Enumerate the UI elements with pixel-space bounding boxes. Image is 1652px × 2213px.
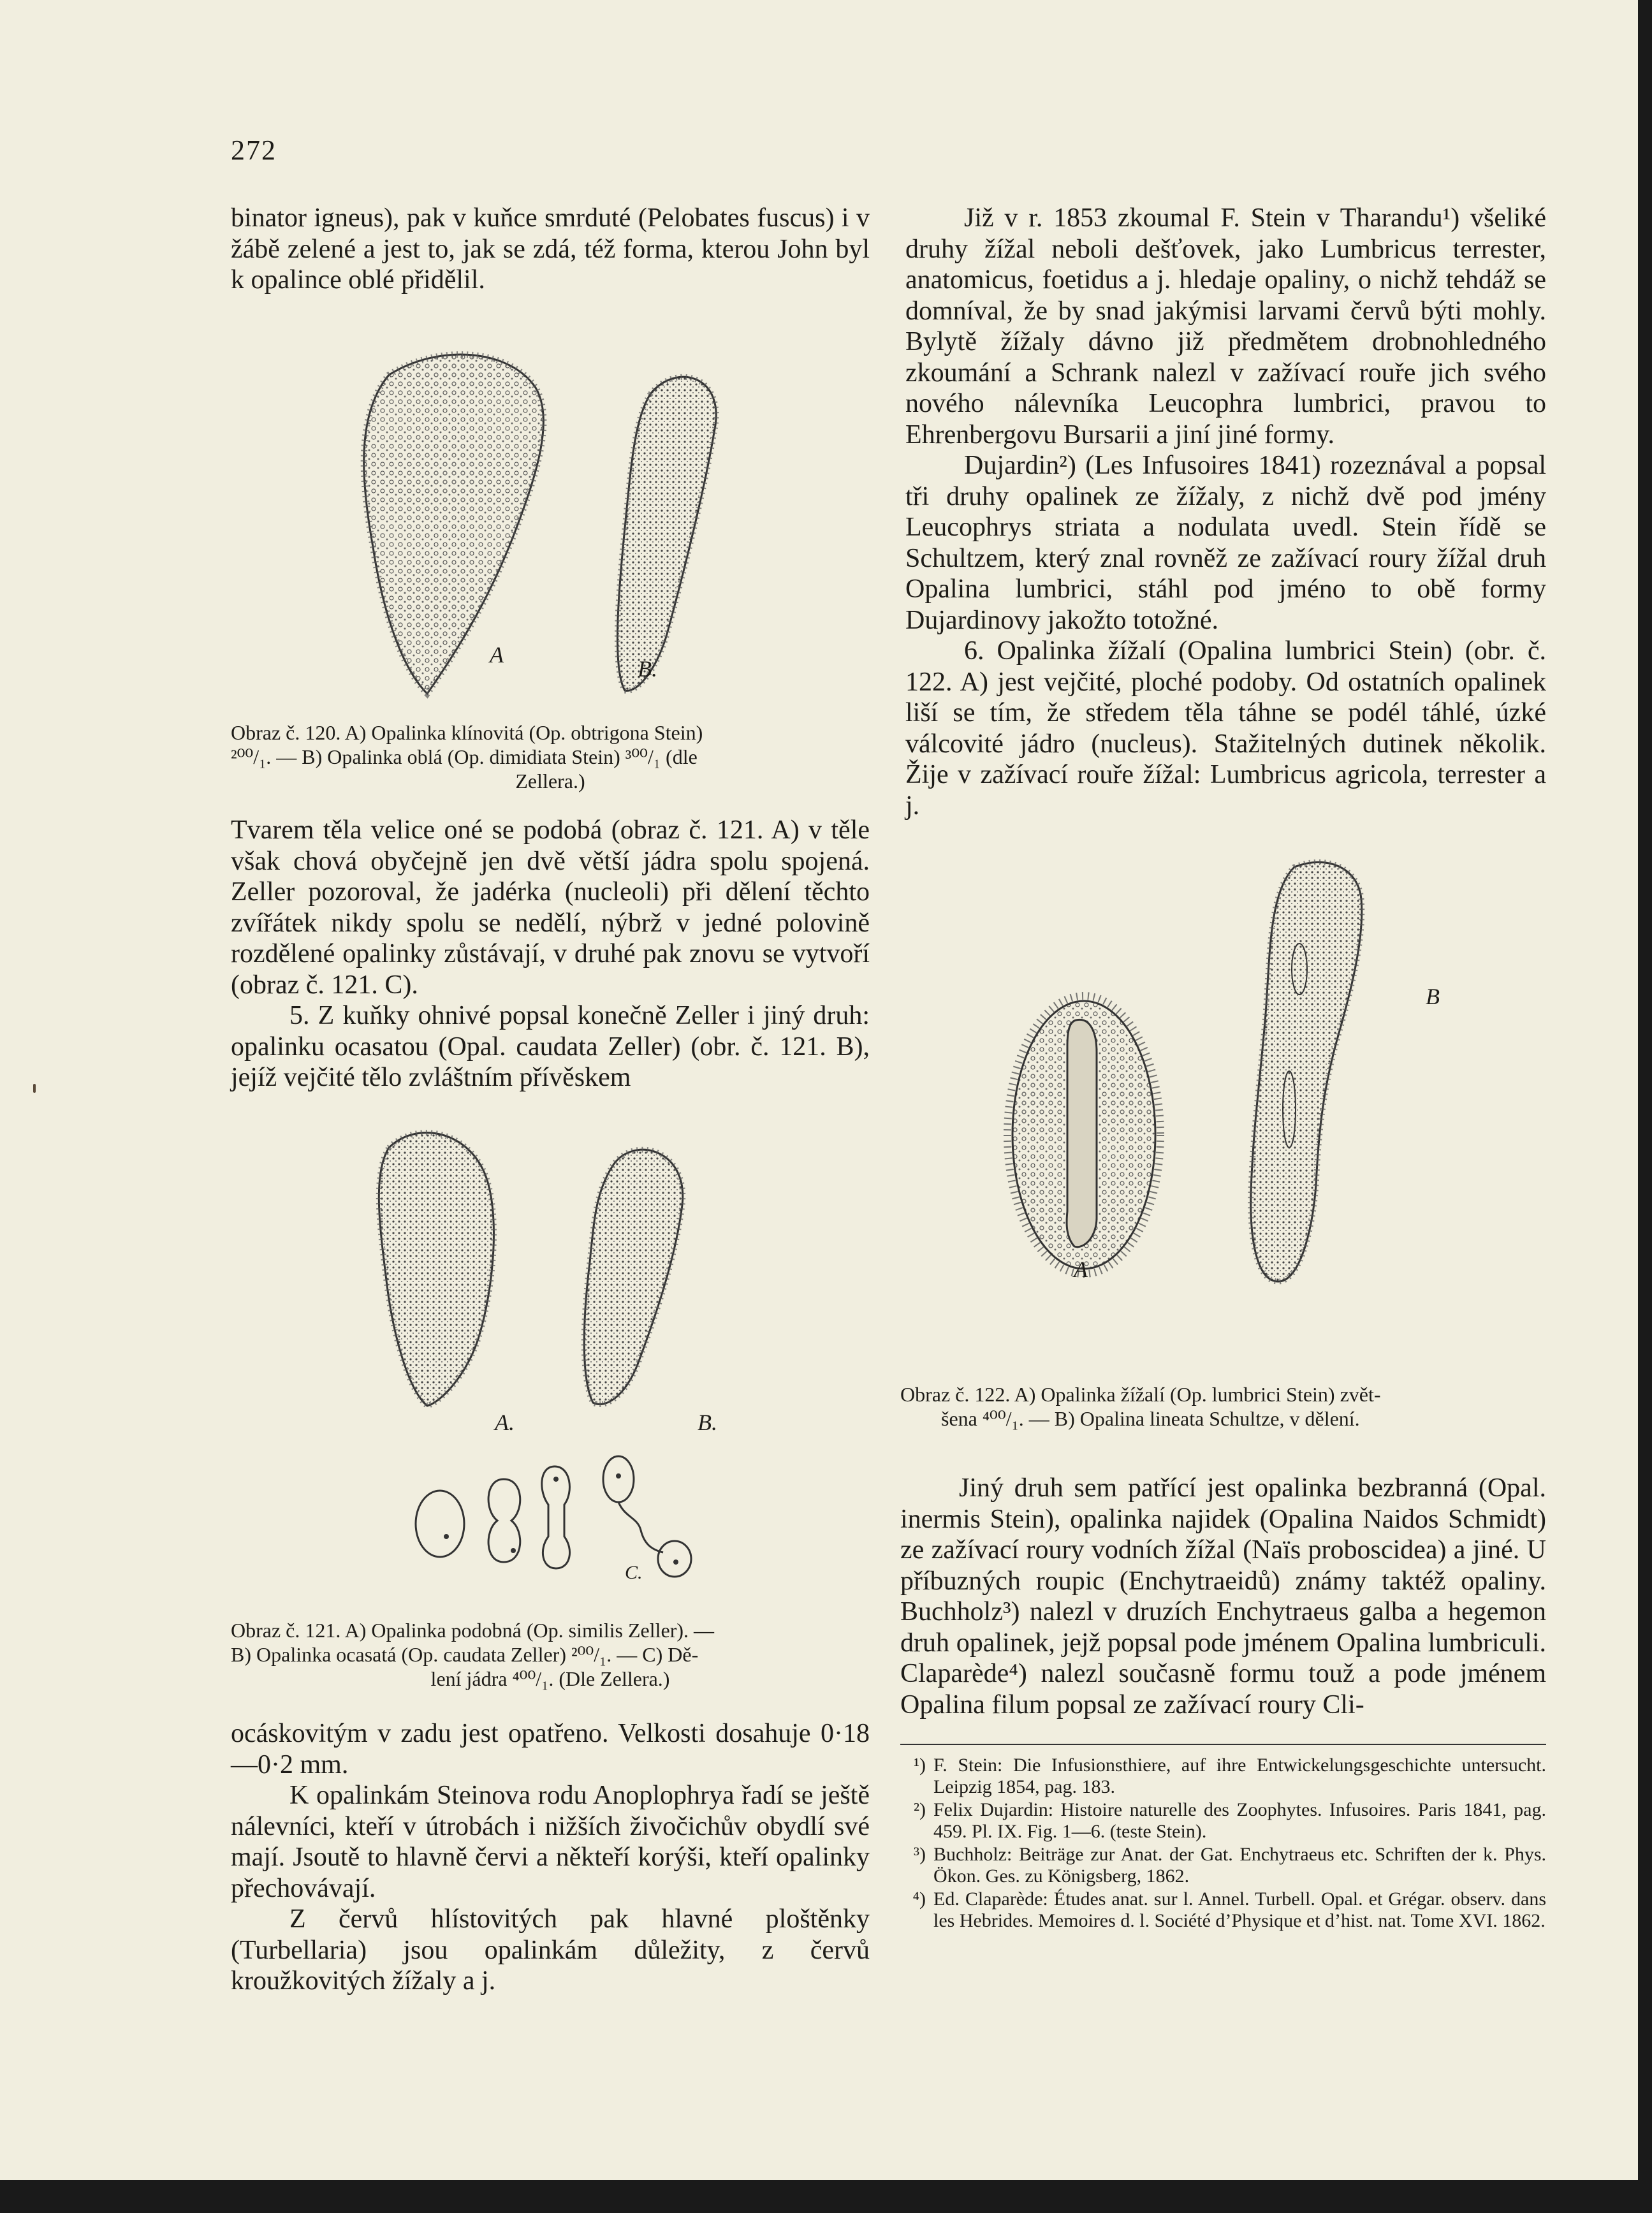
figure-120-caption [231, 720, 870, 793]
left-paragraph-3: 5. Z kuňky ohnivé popsal konečně Zeller i jiný druh: opalinku ocasatou (Opal. caudata Zeller) (obr. č. 121. B), jejíž vejčité tělo zvláštním přívěskem [231, 1001, 870, 1092]
figure-122-label-b: B [1426, 984, 1440, 1009]
footnote-divider [900, 1744, 1546, 1745]
footnote-1 [900, 1755, 1546, 1798]
right-paragraph-2: Dujardin²) (Les Infusoires 1841) rozeznával a popsal tři druhy opalinek ze žížaly, z nichž dvě pod jmény Leucophrys striata a nodulata uvedl. Stein řídě se Schultzem, který znal rovněž ze zažívací roury žížal druh Opalina lumbrici, stáhl pod jméno to obě formy Dujardinovy jakožto totožné. [905, 451, 1546, 635]
left-column-top [231, 203, 870, 296]
figure-122-caption [900, 1382, 1546, 1431]
footnote-1-text: F. Stein: Die Infusionsthiere, auf ihre Entwickelungsgeschichte untersucht. Leipzig 1854, pag. 183. [933, 1755, 1546, 1797]
footnote-2 [900, 1799, 1546, 1843]
left-column-middle [231, 815, 870, 1093]
footnote-4-mark: ⁴) [912, 1888, 926, 1910]
footnote-1-mark: ¹) [914, 1755, 926, 1776]
left-paragraph-2: Tvarem těla velice oné se podobá (obraz č. 121. A) v těle však chová obyčejně jen dvě větší jádra spolu spojená. Zeller pozoroval, že jadérka (nucleoli) při dělení těchto zvířátek nikdy spolu se nedělí, nýbrž v jedné polovině rozdělené opalinky zůstávají, v druhé pak znovu se vytvoří (obraz č. 121. C). [231, 815, 870, 1000]
page-edge-bottom [0, 2180, 1652, 2213]
left-column-bottom [231, 1718, 870, 1997]
left-paragraph-6: Z červů hlístovitých pak hlavné ploštěnky (Turbellaria) jsou opalinkám důležity, z červů kroužkovitých žížaly a j. [231, 1904, 870, 1996]
left-paragraph-4: ocáskovitým v zadu jest opatřeno. Velkosti dosahuje 0·18—0·2 mm. [231, 1719, 870, 1779]
figure-122-drawing [995, 842, 1454, 1301]
footnote-3 [900, 1844, 1546, 1887]
figure-120 [344, 337, 752, 713]
figure-121-caption [231, 1618, 870, 1691]
figure-121-caption-line-1: Obraz č. 121. A) Opalinka podobná (Op. similis Zeller). — [231, 1619, 715, 1642]
figure-121-drawing [357, 1122, 752, 1594]
footnote-4-text: Ed. Claparède: Études anat. sur l. Annel. Turbell. Opal. et Grégar. observ. dans les Hebrides. Memoires d. l. Société d’Physique et d’hist. nat. Tome XVI. 1862. [933, 1888, 1546, 1931]
left-paragraph-1: binator igneus), pak v kuňce smrduté (Pelobates fuscus) i v žábě zelené a jest to, jak se zdá, též forma, kterou John byl k opalince oblé přidělil. [231, 203, 870, 295]
right-paragraph-3: 6. Opalinka žížalí (Opalina lumbrici Stein) (obr. č. 122. A) jest vejčité, ploché podoby. Od ostatních opalinek liší se tím, že středem těla táhne se podél táhlé, úzké válcovité jádro (nucleus). Stažitelných dutinek několik. Žije v zažívací rouře žížal: Lumbricus agricola, terrester a j. [905, 636, 1546, 821]
figure-121-caption-line-2: B) Opalinka ocasatá (Op. caudata Zeller) ²⁰⁰/₁. — C) Dě- [231, 1643, 699, 1666]
page-edge-right [1638, 0, 1652, 2213]
figure-122-label-a: A [1074, 1257, 1088, 1282]
figure-121-label-b: B. [698, 1410, 717, 1435]
left-paragraph-5: K opalinkám Steinova rodu Anoplophrya řadí se ještě nálevníci, kteří v útrobách i nižších živočichův obydlí své mají. Jsoutě to hlavně červi a někteří korýši, kteří opalinky přechovávají. [231, 1781, 870, 1903]
right-paragraph-1: Již v r. 1853 zkoumal F. Stein v Tharandu¹) všeliké druhy žížal neboli dešťovek, jako Lumbricus terrester, anatomicus, foetidus a j. hledaje opaliny, o nichž tehdáž se domníval, že by snad jakýmisi larvami červů býti mohly. Bylytě žížaly dávno již předmětem drobnohledného zkoumání a Schrank nalezl v zažívací rouře jich svého nového nálevníka Leucophra lumbrici, pravou to Ehrenbergovu Bursarii a jiní jiné formy. [905, 203, 1546, 449]
figure-121-label-a: A. [495, 1410, 515, 1435]
ink-mark [33, 1084, 36, 1093]
figure-120-drawing [344, 337, 752, 713]
figure-120-label-b: B. [638, 656, 657, 682]
footnote-3-mark: ³) [914, 1844, 926, 1865]
page-number: 272 [231, 135, 277, 166]
footnotes [900, 1755, 1546, 1933]
figure-120-caption-line-1: Obraz č. 120. A) Opalinka klínovitá (Op. obtrigona Stein) [231, 721, 703, 744]
footnote-2-mark: ²) [914, 1799, 926, 1820]
figure-120-caption-line-2: ²⁰⁰/₁. — B) Opalinka oblá (Op. dimidiata Stein) ³⁰⁰/₁ (dle [231, 745, 698, 768]
footnote-3-text: Buchholz: Beiträge zur Anat. der Gat. Enchytraeus etc. Schriften der k. Phys. Ökon. Ges. zu Königsberg, 1862. [933, 1844, 1546, 1887]
footnote-4 [900, 1888, 1546, 1932]
figure-121-label-c: C. [625, 1562, 643, 1583]
figure-121-caption-line-3: lení jádra ⁴⁰⁰/₁. (Dle Zellera.) [430, 1667, 670, 1690]
figure-122 [995, 842, 1454, 1301]
right-column-top [905, 203, 1546, 821]
footnote-2-text: Felix Dujardin: Histoire naturelle des Zoophytes. Infusoires. Paris 1841, pag. 459. Pl. IX. Fig. 1—6. (teste Stein). [933, 1799, 1546, 1842]
figure-121 [357, 1122, 752, 1594]
figure-120-caption-line-3: Zellera.) [515, 770, 585, 792]
right-paragraph-4: Jiný druh sem patřící jest opalinka bezbranná (Opal. inermis Stein), opalinka najidek (Opalina Naidos Schmidt) ze zažívací roury vodních žížal (Naïs proboscidea) a jiné. U příbuzných roupic (Enchytraeidů) známy taktéž opaliny. Buchholz³) nalezl v druzích Enchytraeus galba a hegemon druh opalinek, jejž popsal pode jménem Opalina lumbriculi. Claparède⁴) nalezl současně formu touž a pode jménem Opalina filum popsal ze zažívací roury Cli- [900, 1473, 1546, 1720]
right-column-bottom [900, 1473, 1546, 1720]
figure-122-caption-line-1: Obraz č. 122. A) Opalinka žížalí (Op. lumbrici Stein) zvět- [900, 1383, 1381, 1406]
figure-122-caption-line-2: šena ⁴⁰⁰/₁. — B) Opalina lineata Schultze, v dělení. [941, 1407, 1360, 1430]
figure-120-label-a: A [490, 642, 504, 668]
